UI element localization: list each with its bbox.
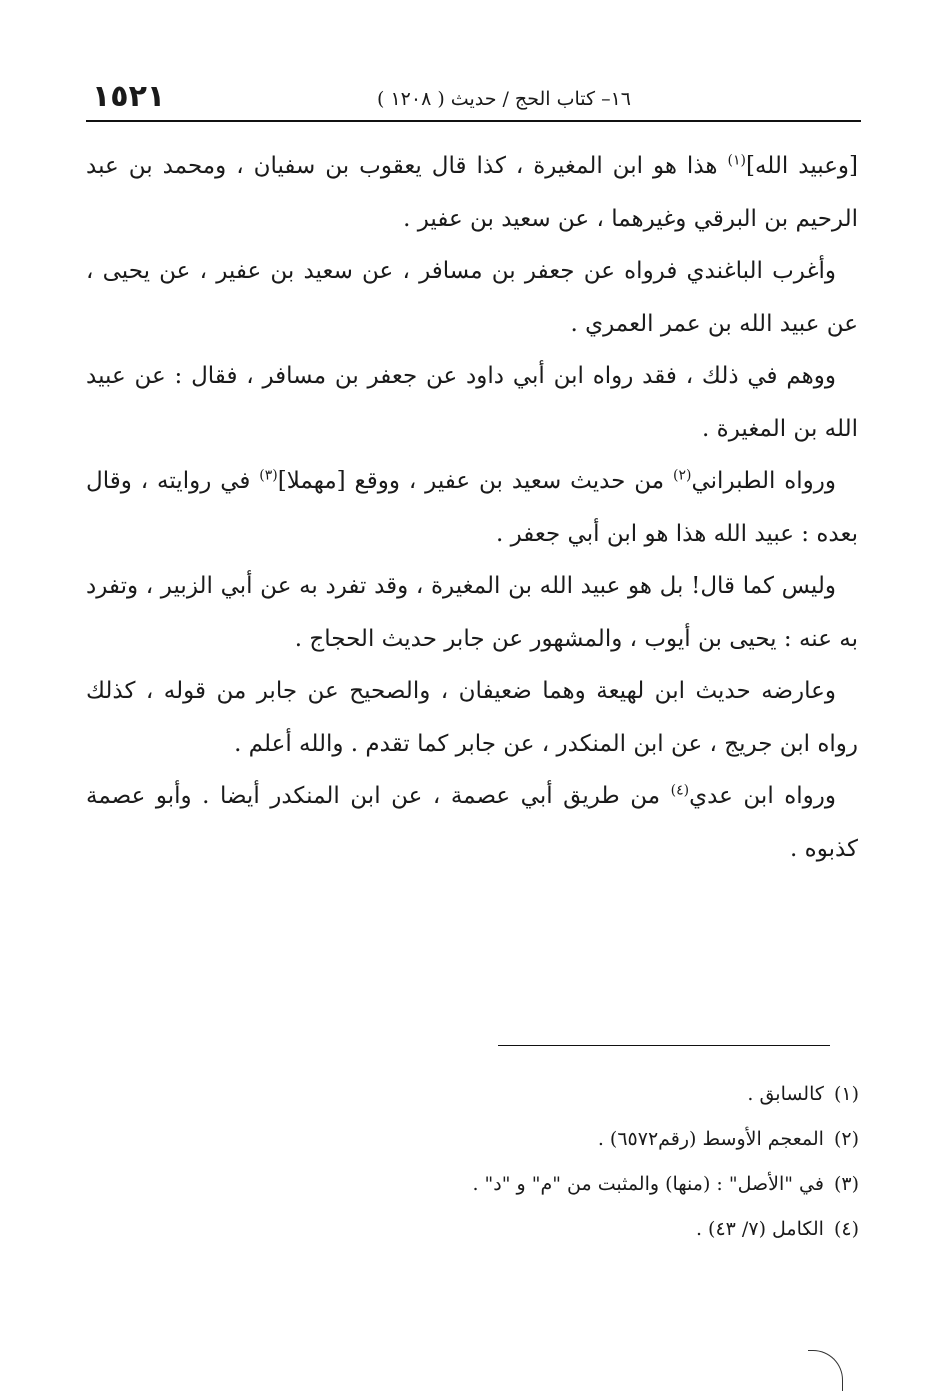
paragraph-1 (86, 140, 858, 245)
footnote-3 (299, 1162, 859, 1207)
paragraph-6: وعارضه حديث ابن لهيعة وهما ضعيفان ، والصحيح عن جابر من قوله ، كذلك رواه ابن جريج ، عن ابن المنكدر ، عن جابر كما تقدم . والله أعلم . (86, 678, 858, 757)
footnote-ref-4: (٤) (670, 782, 690, 799)
paragraph-1-text: [وعبيد الله] (745, 153, 859, 179)
paragraph-5: وليس كما قال! بل هو عبيد الله بن المغيرة ، وقد تفرد به عن أبي الزبير ، وتفرد به عنه : يحيى بن أيوب ، والمشهور عن جابر حديث الحجاج . (86, 573, 858, 652)
paragraph-7-text: ورواه ابن عدي (689, 783, 836, 809)
footnote-number: (٤) (833, 1218, 859, 1240)
footnote-number: (١) (833, 1083, 859, 1105)
footnote-text: الكامل (٧/ ٤٣) . (695, 1218, 824, 1240)
footnote-ref-2: (٢) (673, 467, 692, 484)
paragraph-7-text-cont: من طريق أبي عصمة ، عن ابن المنكدر أيضا . وأبو عصمة كذبوه . (86, 783, 858, 862)
paragraph-1-text-cont: هذا هو ابن المغيرة ، كذا قال يعقوب بن سفيان ، ومحمد بن عبد الرحيم بن البرقي وغيرهما ، عن سعيد بن عفير . (86, 153, 858, 232)
footnote-number: (٣) (833, 1173, 859, 1195)
paragraph-4 (86, 455, 858, 560)
running-title: ١٦– كتاب الحج / حديث ( ١٢٠٨ ) (377, 88, 631, 110)
footnote-ref-1: (١) (727, 152, 746, 169)
footnote-1 (299, 1072, 859, 1117)
footnote-4 (299, 1207, 859, 1252)
footnote-text: في "الأصل" : (منها) والمثبت من "م" و "د" . (472, 1173, 824, 1195)
footnote-2 (299, 1117, 859, 1162)
footnotes (299, 1072, 859, 1252)
footnote-divider (498, 1045, 830, 1046)
footnote-ref-3: (٣) (259, 467, 278, 484)
footnote-text: كالسابق . (747, 1083, 824, 1105)
paragraph-3: ووهم في ذلك ، فقد رواه ابن أبي داود عن جعفر بن مسافر ، فقال : عن عبيد الله بن المغيرة . (86, 363, 858, 442)
page-number: ١٥٢١ (92, 79, 166, 114)
page-corner-mark (808, 1350, 843, 1391)
body-text (86, 140, 858, 875)
footnote-text: المعجم الأوسط (رقم٦٥٧٢) . (597, 1128, 824, 1150)
paragraph-2: وأغرب الباغندي فرواه عن جعفر بن مسافر ، عن سعيد بن عفير ، عن يحيى ، عن عبيد الله بن عمر العمري . (86, 258, 858, 337)
footnote-number: (٢) (833, 1128, 859, 1150)
paragraph-7 (86, 770, 858, 875)
paragraph-4-text-mid: من حديث سعيد بن عفير ، ووقع [مهملا] (277, 468, 674, 494)
paragraph-4-text: ورواه الطبراني (691, 468, 836, 494)
paragraph-4-text-cont: في روايته ، وقال بعده : عبيد الله هذا هو ابن أبي جعفر . (86, 468, 858, 547)
page-header (86, 76, 861, 122)
